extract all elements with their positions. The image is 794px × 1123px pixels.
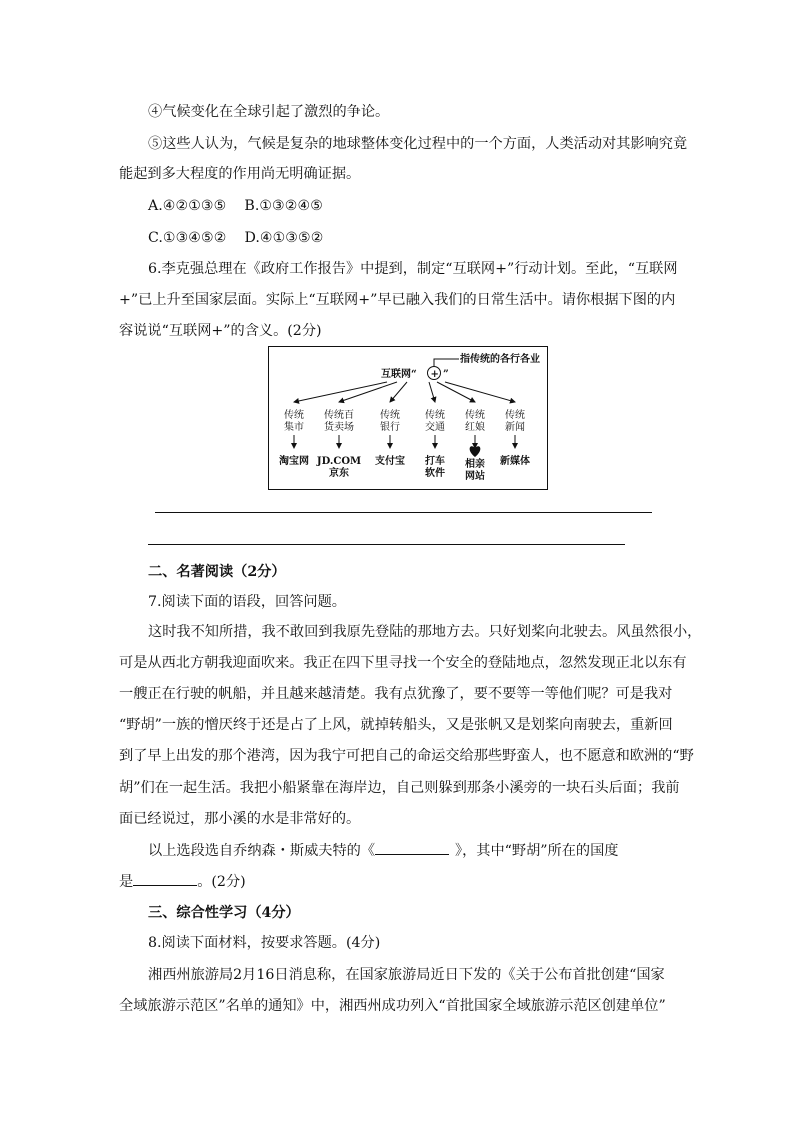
q7-passage-line: 可是从西北方朝我迎面吹来。我正在四下里寻找一个安全的登陆地点，忽然发现正北以东有 xyxy=(119,655,687,671)
industry-label-line1: 传统 xyxy=(284,410,304,421)
result-label-line1: JD.COM xyxy=(316,456,362,467)
internet-plus-diagram xyxy=(268,346,548,490)
result-label-line1: 打车 xyxy=(425,456,445,467)
result-label-line1: 淘宝网 xyxy=(279,456,309,467)
q5-item5-line2: 能起到多大程度的作用尚无明确证据。 xyxy=(119,166,361,182)
q6-answer-line-2[interactable] xyxy=(148,544,625,545)
diagram-branches xyxy=(279,382,530,482)
result-label-line2: 京东 xyxy=(329,468,349,479)
q7-passage-line: 面已经说过，那小溪的水是非常好的。 xyxy=(119,811,361,827)
q7-passage-line: 一艘正在行驶的帆船，并且越来越清楚。我有点犹豫了，要不要等一等他们呢？可是我对 xyxy=(119,686,673,702)
industry-label-line1: 传统 xyxy=(505,410,525,421)
q6-answer-line-1[interactable] xyxy=(155,512,652,513)
section3-heading: 三、综合性学习（4分） xyxy=(148,905,300,921)
industry-label-line1: 传统 xyxy=(380,410,400,421)
q5-item4: ④气候变化在全球引起了激烈的争论。 xyxy=(148,104,390,120)
diagram-center-label-close: ” xyxy=(443,369,449,380)
branch-arrow xyxy=(390,382,407,402)
branch-arrow xyxy=(429,382,435,402)
q7-intro: 7.阅读下面的语段，回答问题。 xyxy=(148,594,346,610)
q8-passage-line: 湘西州旅游局2月16日消息称，在国家旅游局近日下发的《关于公布首批创建“国家 xyxy=(148,967,665,983)
q5-item5-line1: ⑤这些人认为，气候是复杂的地球整体变化过程中的一个方面，人类活动对其影响究竟 xyxy=(148,136,688,152)
q7-question-part4: 。(2分) xyxy=(197,874,246,890)
result-label-line2: 网站 xyxy=(465,471,485,482)
q7-question-line1 xyxy=(148,840,619,861)
q7-book-title-blank[interactable] xyxy=(375,840,449,855)
industry-label-line2: 银行 xyxy=(380,422,400,433)
diagram-center-label: 互联网“ xyxy=(381,369,417,380)
diagram-plus-symbol: + xyxy=(430,369,439,380)
result-label-line1: 新媒体 xyxy=(500,456,530,467)
industry-label-line1: 传统 xyxy=(465,410,485,421)
branch-arrow xyxy=(294,382,387,402)
q6-line1: 6.李克强总理在《政府工作报告》中提到，制定“互联网+”行动计划。至此，“互联网 xyxy=(148,261,678,277)
q7-question-part1: 以上选段选自乔纳森・斯威夫特的《 xyxy=(148,843,376,859)
q8-intro: 8.阅读下面材料，按要求答题。(4分) xyxy=(148,935,381,951)
branch-arrow xyxy=(339,382,397,402)
industry-label-line2: 新闻 xyxy=(505,422,525,433)
industry-label-line1: 传统百 xyxy=(324,410,354,421)
q7-question-part2: 》，其中“野胡”所在的国度 xyxy=(455,843,619,859)
q7-question-part3: 是 xyxy=(119,874,134,890)
q7-question-line2 xyxy=(119,871,246,892)
diagram-callout: 指传统的各行各业 xyxy=(460,354,540,365)
q6-line3: 容说说“互联网+”的含义。(2分) xyxy=(119,323,322,339)
q7-country-blank[interactable] xyxy=(133,871,197,886)
industry-label-line2: 交通 xyxy=(425,422,445,433)
q6-line2: +”已上升至国家层面。实际上“互联网+”早已融入我们的日常生活中。请你根据下图的内 xyxy=(119,292,676,308)
industry-label-line1: 传统 xyxy=(425,410,445,421)
result-label-line1: 相亲 xyxy=(465,459,485,470)
industry-label-line2: 货卖场 xyxy=(324,422,354,433)
industry-label-line2: 集市 xyxy=(284,422,304,433)
section2-heading: 二、名著阅读（2分） xyxy=(148,564,286,580)
result-label-line2: 软件 xyxy=(425,468,445,479)
q7-passage-line: 这时我不知所措，我不敢回到我原先登陆的那地方去。只好划桨向北驶去。风虽然很小， xyxy=(148,624,702,640)
q7-passage-line: 到了早上出发的那个港湾，因为我宁可把自己的命运交给那些野蛮人，也不愿意和欧洲的“野 xyxy=(119,748,694,764)
q5-options-row1: A.④②①③⑤ B.①③②④⑤ xyxy=(148,198,323,214)
q7-passage-line: 胡”们在一起生活。我把小船紧靠在海岸边，自己则躲到那条小溪旁的一块石头后面；我前 xyxy=(119,780,680,796)
q7-passage-line: “野胡”一族的憎厌终于还是占了上风，就掉转船头，又是张帆又是划桨向南驶去，重新回 xyxy=(119,717,673,733)
industry-label-line2: 红娘 xyxy=(465,422,485,433)
result-label-line1: 支付宝 xyxy=(375,456,405,467)
q8-passage-line: 全域旅游示范区”名单的通知》中，湘西州成功列入“首批国家全域旅游示范区创建单位” xyxy=(119,998,666,1014)
q5-options-row2: C.①③④⑤② D.④①③⑤② xyxy=(148,230,324,246)
